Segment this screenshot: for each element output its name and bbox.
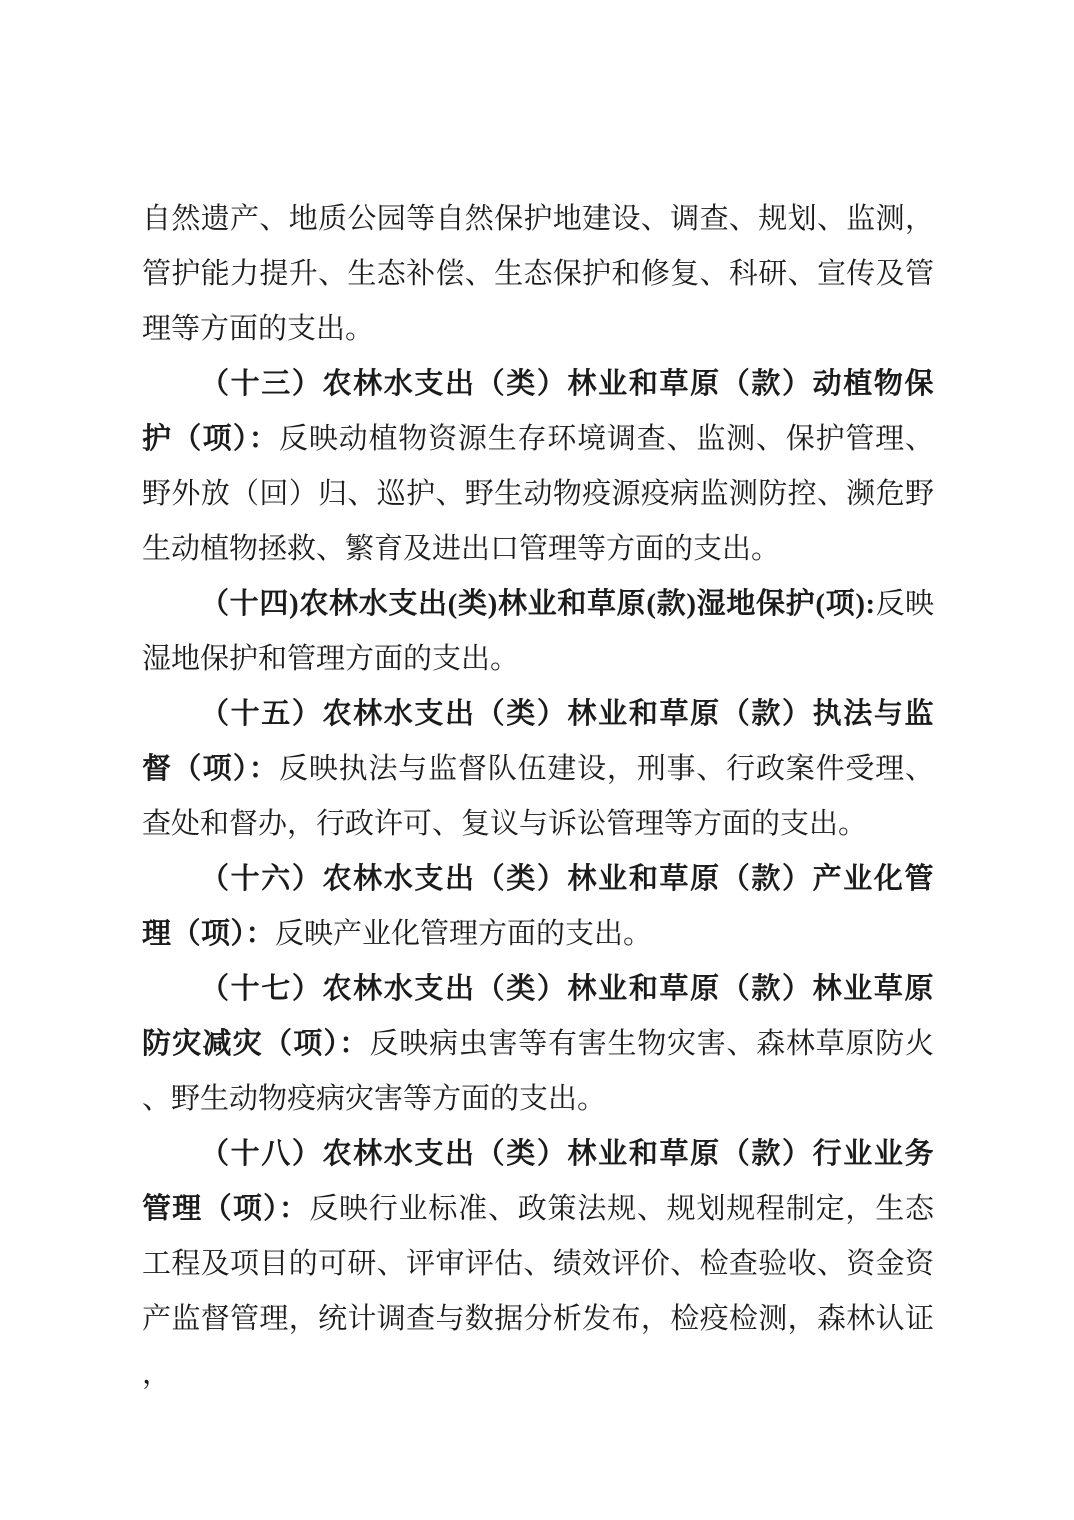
paragraph-head: （十六）农林水支出（类）林业和草原（款）产业化管理（项）：	[142, 863, 934, 950]
paragraph-head: （十四)农林水支出(类)林业和草原(款)湿地保护(项):	[200, 588, 876, 620]
paragraph-body: 反映执法与监督队伍建设，刑事、行政案件受理、查处和督办，行政许可、复议与诉讼管理等方面的支出。	[142, 753, 934, 840]
paragraph-head: （十三）农林水支出（类）林业和草原（款）动植物保护（项）：	[142, 368, 934, 455]
paragraph-item-15	[142, 687, 934, 852]
paragraph-head: （十八）农林水支出（类）林业和草原（款）行业业务管理（项）：	[142, 1138, 934, 1225]
paragraph-body: 反映湿地保护和管理方面的支出。	[142, 588, 934, 675]
paragraph-body: 反映动植物资源生存环境调查、监测、保护管理、野外放（回）归、巡护、野生动物疫源疫病监测防控、濒危野生动植物拯救、繁育及进出口管理等方面的支出。	[142, 423, 934, 565]
paragraph-head: （十七）农林水支出（类）林业和草原（款）林业草原防灾减灾（项）：	[142, 973, 934, 1060]
paragraph-head: （十五）农林水支出（类）林业和草原（款）执法与监督（项）：	[142, 698, 934, 785]
paragraph-item-13	[142, 357, 934, 577]
paragraph-item-18	[142, 1127, 934, 1402]
paragraph-continuation	[142, 192, 934, 357]
paragraph-body: 反映产业化管理方面的支出。	[275, 918, 653, 950]
paragraph-body: 反映病虫害等有害生物灾害、森林草原防火、野生动物疫病灾害等方面的支出。	[142, 1028, 934, 1115]
document-text-block	[142, 192, 934, 1402]
paragraph-item-17	[142, 962, 934, 1127]
paragraph-body: 自然遗产、地质公园等自然保护地建设、调查、规划、监测，管护能力提升、生态补偿、生态保护和修复、科研、宣传及管理等方面的支出。	[142, 203, 934, 345]
paragraph-item-16	[142, 852, 934, 962]
paragraph-body: 反映行业标准、政策法规、规划规程制定，生态工程及项目的可研、评审评估、绩效评价、检查验收、资金资产监督管理，统计调查与数据分析发布，检疫检测，森林认证，	[142, 1193, 934, 1390]
paragraph-item-14	[142, 577, 934, 687]
